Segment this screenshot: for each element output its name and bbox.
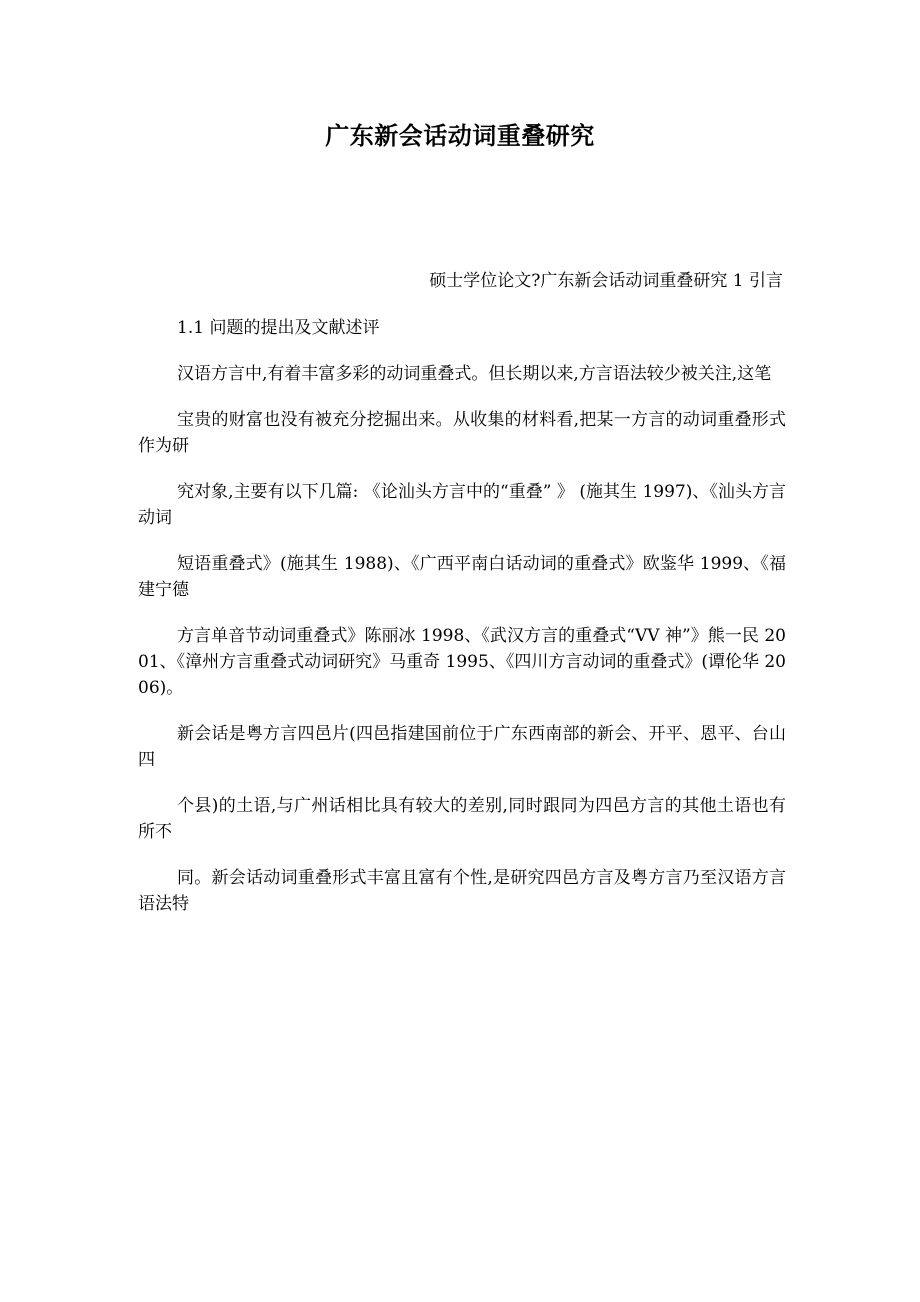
paragraph: 方言单音节动词重叠式》陈丽冰 1998、《武汉方言的重叠式“VV 神”》熊一民 2001、《漳州方言重叠式动词研究》马重奇 1995、《四川方言动词的重叠式》(谭伦华 2006)。 xyxy=(138,626,786,698)
paragraph: 同。新会话动词重叠形式丰富且富有个性,是研究四邑方言及粤方言乃至汉语方言语法特 xyxy=(138,868,786,914)
document-title: 广东新会话动词重叠研究 xyxy=(325,121,595,150)
paragraph: 个县)的土语,与广州话相比具有较大的差别,同时跟同为四邑方言的其他土语也有所不 xyxy=(138,796,786,842)
document-body xyxy=(138,315,786,917)
running-header: 硕士学位论文?广东新会话动词重叠研究 1 引言 xyxy=(429,271,783,291)
paragraph: 宝贵的财富也没有被充分挖掘出来。从收集的材料看,把某一方言的动词重叠形式作为研 xyxy=(138,410,786,456)
paragraph: 究对象,主要有以下几篇: 《论汕头方言中的“重叠” 》 (施其生 1997)、《汕头方言动词 xyxy=(138,482,786,528)
paragraph: 短语重叠式》(施其生 1988)、《广西平南白话动词的重叠式》欧鉴华 1999、《福建宁德 xyxy=(138,554,786,600)
section-heading: 1.1 问题的提出及文献述评 xyxy=(177,318,380,338)
paragraph: 新会话是粤方言四邑片(四邑指建国前位于广东西南部的新会、开平、恩平、台山四 xyxy=(138,724,786,770)
paragraph: 汉语方言中,有着丰富多彩的动词重叠式。但长期以来,方言语法较少被关注,这笔 xyxy=(177,364,772,384)
